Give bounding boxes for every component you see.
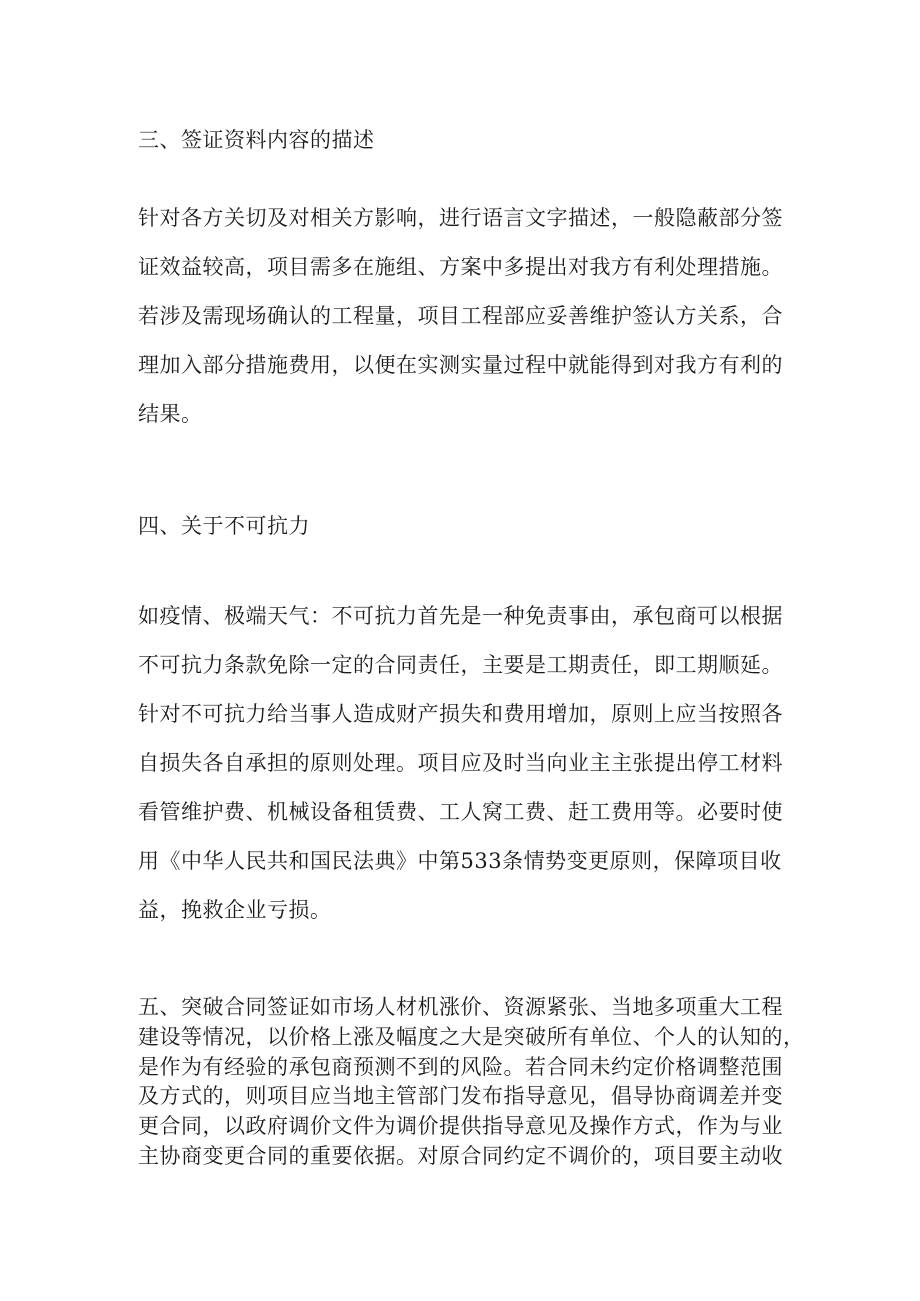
- paragraph-line: 自损失各自承担的原则处理。项目应及时当向业主主张提出停工材料: [138, 751, 783, 775]
- paragraph-line: 结果。: [138, 402, 203, 426]
- section-5-paragraph: [138, 993, 805, 1172]
- paragraph-line: 证效益较高，项目需多在施组、方案中多提出对我方有利处理措施。: [138, 255, 783, 279]
- paragraph-line: 不可抗力条款免除一定的合同责任，主要是工期责任，即工期顺延。: [138, 653, 783, 677]
- paragraph-line: 五、突破合同签证如市场人材机涨价、资源紧张、当地多项重大工程: [138, 995, 783, 1019]
- paragraph-line: 针对各方关切及对相关方影响，进行语言文字描述，一般隐蔽部分签: [138, 206, 783, 230]
- paragraph-line: 看管维护费、机械设备租赁费、工人窝工费、赶工费用等。必要时使: [138, 800, 783, 824]
- paragraph-line: 及方式的，则项目应当地主管部门发布指导意见，倡导协商调差并变: [138, 1084, 783, 1109]
- paragraph-line: 若涉及需现场确认的工程量，项目工程部应妥善维护签认方关系，合: [138, 304, 783, 328]
- paragraph-line: 更合同，以政府调价文件为调价提供指导意见及操作方式，作为与业: [138, 1114, 783, 1139]
- section-4-heading: 四、关于不可抗力: [138, 514, 310, 538]
- section-4-paragraph: [138, 592, 798, 935]
- paragraph-line: 如疫情、极端天气：不可抗力首先是一种免责事由，承包商可以根据: [138, 604, 783, 628]
- section-3-heading: 三、签证资料内容的描述: [138, 128, 375, 152]
- paragraph-line: 针对不可抗力给当事人造成财产损失和费用增加，原则上应当按照各: [138, 702, 783, 726]
- paragraph-line: 用《中华人民共和国民法典》中第533条情势变更原则，保障项目收: [138, 849, 782, 873]
- section-3-paragraph: [138, 194, 798, 439]
- paragraph-line: 主协商变更合同的重要依据。对原合同约定不调价的，项目要主动收: [138, 1143, 783, 1168]
- paragraph-line: 益，挽救企业亏损。: [138, 898, 332, 922]
- paragraph-line: 是作为有经验的承包商预测不到的风险。若合同未约定价格调整范围: [138, 1054, 783, 1079]
- paragraph-line: 建设等情况，以价格上涨及幅度之大是突破所有单位、个人的认知的，: [138, 1024, 805, 1049]
- paragraph-line: 理加入部分措施费用，以便在实测实量过程中就能得到对我方有利的: [138, 353, 783, 377]
